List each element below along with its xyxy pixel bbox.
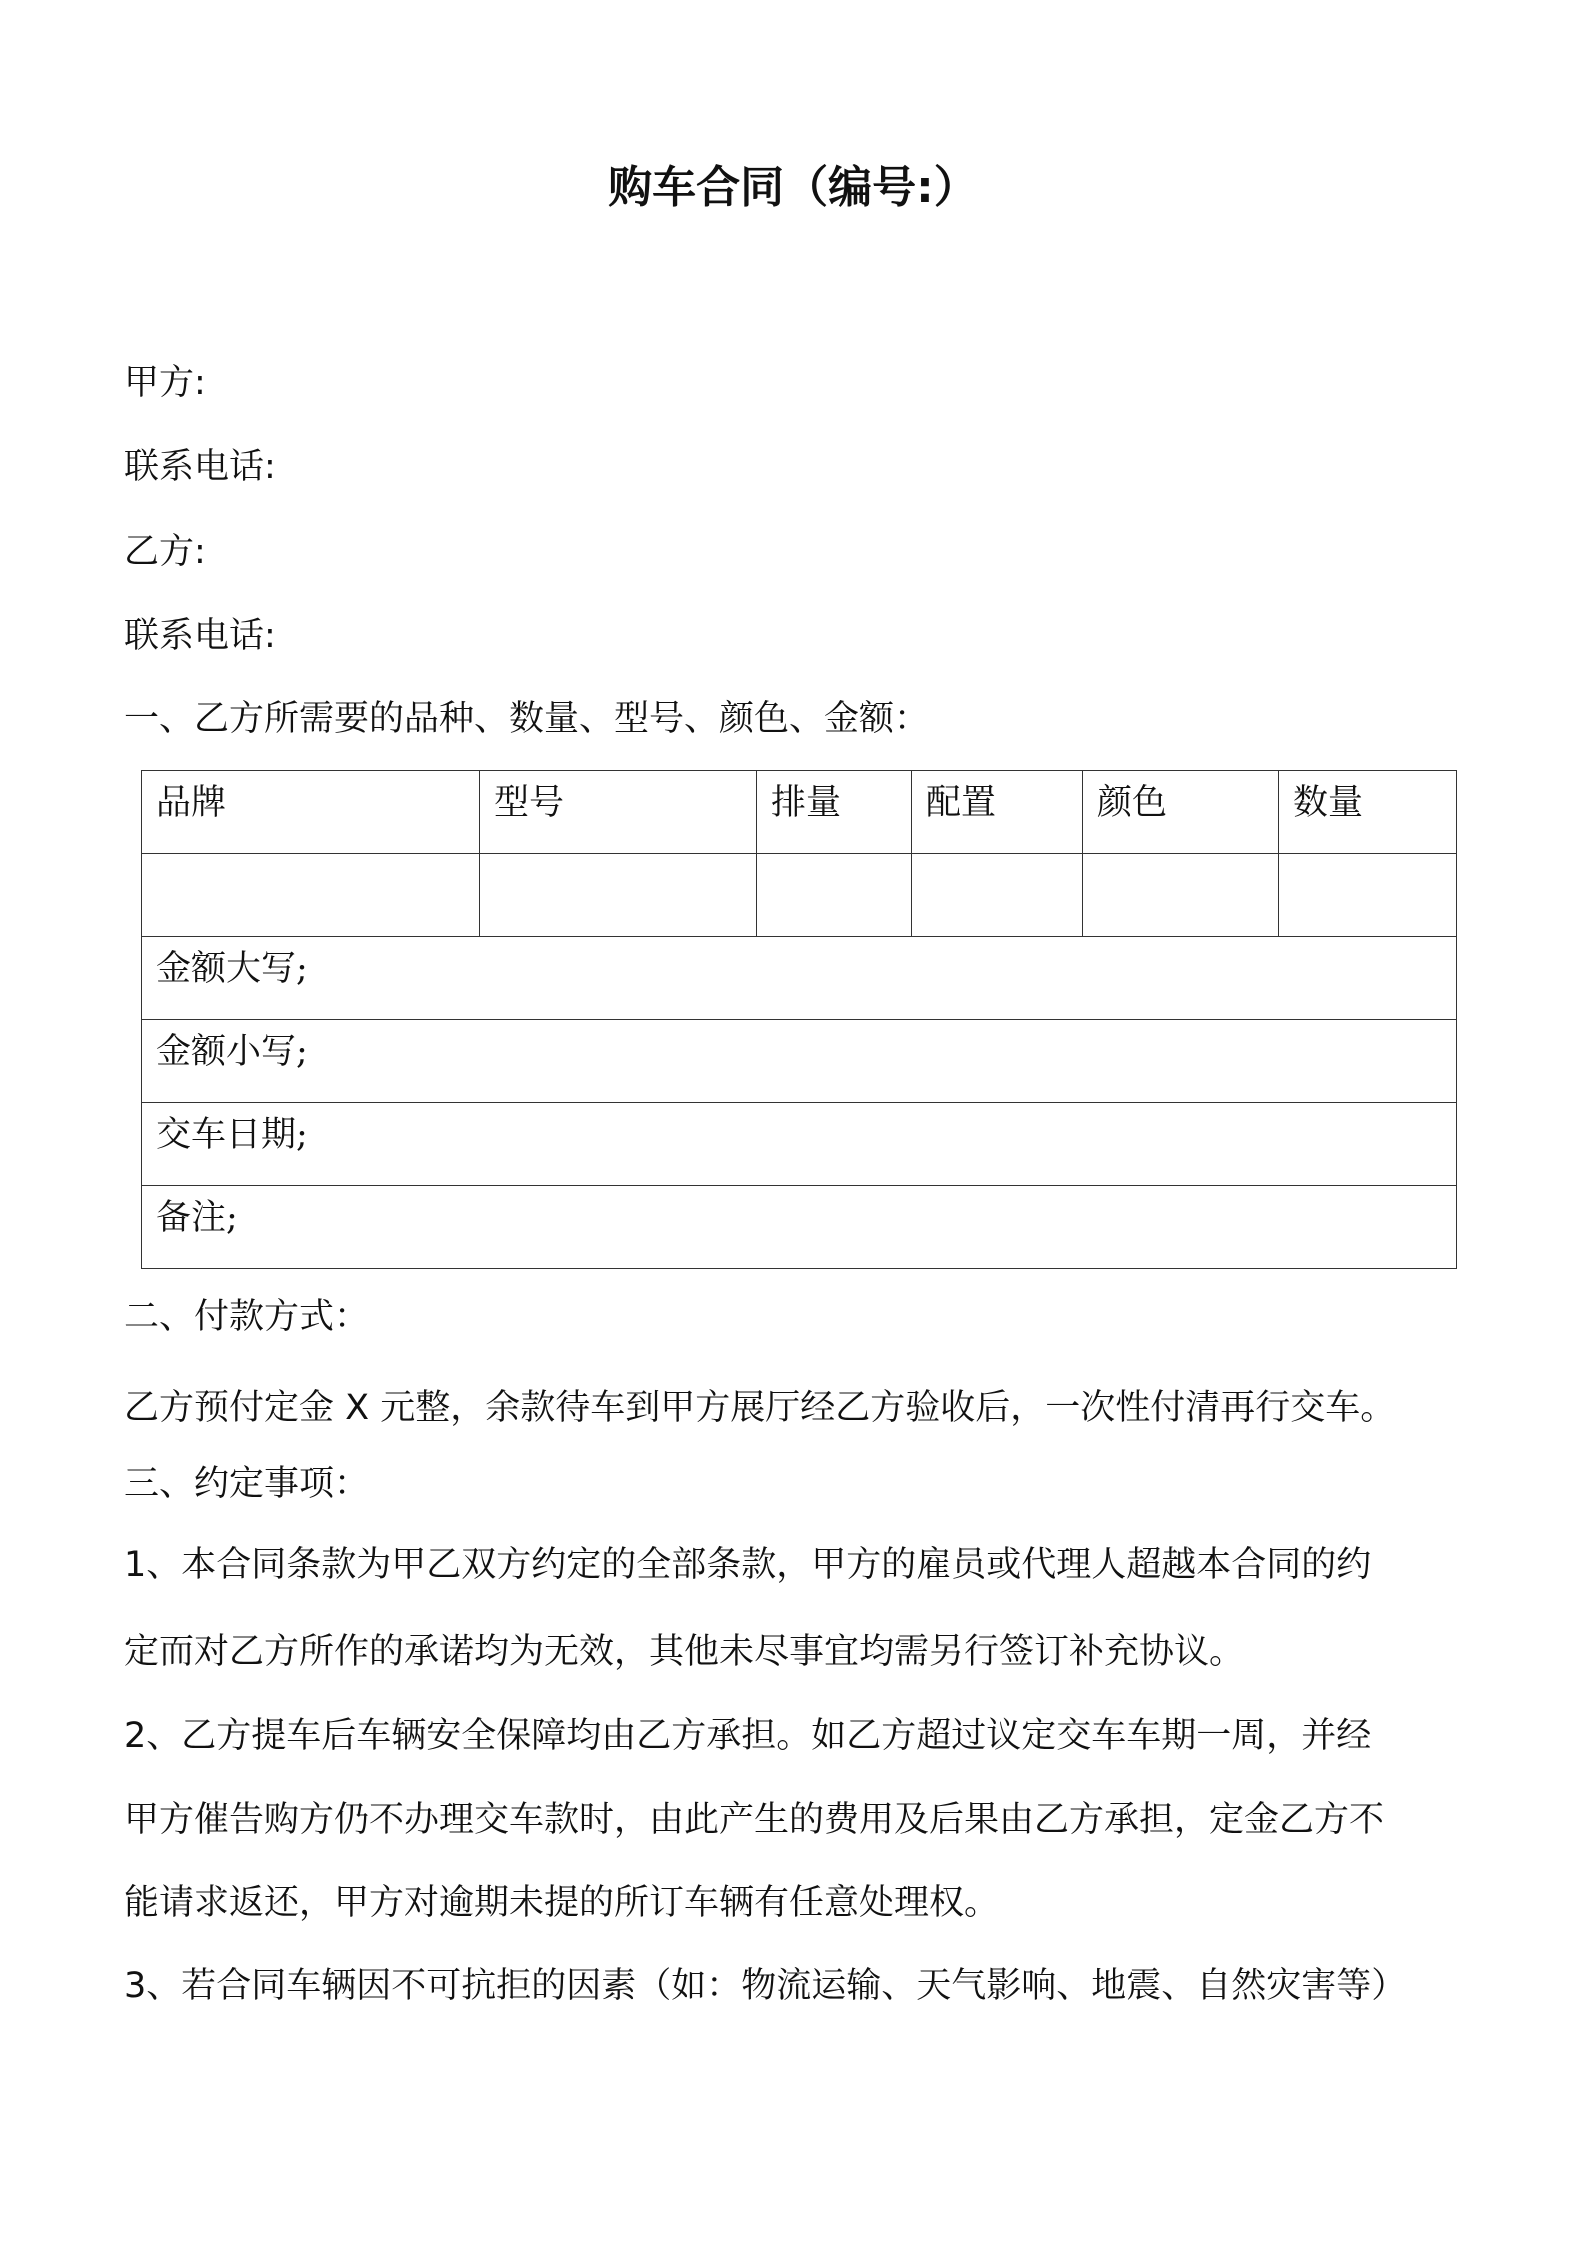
header-configuration: 配置 bbox=[912, 771, 1083, 854]
table-empty-row bbox=[142, 854, 1457, 937]
clause2-line3: 能请求返还，甲方对逾期未提的所订车辆有任意处理权。 bbox=[124, 1883, 1000, 1923]
section3-heading: 三、约定事项： bbox=[124, 1464, 370, 1504]
clause1-line1: 1、本合同条款为甲乙双方约定的全部条款，甲方的雇员或代理人超越本合同的约 bbox=[124, 1545, 1372, 1585]
header-model: 型号 bbox=[480, 771, 757, 854]
party-b-phone-label: 联系电话: bbox=[124, 616, 276, 656]
cell-configuration bbox=[912, 854, 1083, 937]
vehicle-details-table bbox=[141, 770, 1457, 1269]
table-row bbox=[142, 1020, 1457, 1103]
clause1-line2: 定而对乙方所作的承诺均为无效，其他未尽事宜均需另行签订补充协议。 bbox=[124, 1632, 1245, 1672]
delivery-date-cell: 交车日期; bbox=[142, 1103, 1457, 1186]
party-b-label: 乙方: bbox=[124, 532, 206, 572]
cell-displacement bbox=[757, 854, 912, 937]
header-color: 颜色 bbox=[1083, 771, 1279, 854]
cell-quantity bbox=[1279, 854, 1457, 937]
table-row bbox=[142, 1186, 1457, 1269]
clause2-line2: 甲方催告购方仍不办理交车款时，由此产生的费用及后果由乙方承担，定金乙方不 bbox=[124, 1800, 1385, 1840]
cell-color bbox=[1083, 854, 1279, 937]
clause2-line1: 2、乙方提车后车辆安全保障均由乙方承担。如乙方超过议定交车车期一周，并经 bbox=[124, 1716, 1372, 1756]
header-quantity: 数量 bbox=[1279, 771, 1457, 854]
remarks-cell: 备注; bbox=[142, 1186, 1457, 1269]
table-row bbox=[142, 1103, 1457, 1186]
table-header-row bbox=[142, 771, 1457, 854]
party-a-phone-label: 联系电话: bbox=[124, 447, 276, 487]
party-a-label: 甲方: bbox=[124, 363, 206, 403]
clause3-line1: 3、若合同车辆因不可抗拒的因素（如：物流运输、天气影响、地震、自然灾害等） bbox=[124, 1966, 1407, 2006]
section1-heading: 一、乙方所需要的品种、数量、型号、颜色、金额： bbox=[124, 699, 930, 739]
cell-model bbox=[480, 854, 757, 937]
table-row bbox=[142, 937, 1457, 1020]
cell-brand bbox=[142, 854, 480, 937]
payment-text: 乙方预付定金 X 元整，余款待车到甲方展厅经乙方验收后，一次性付清再行交车。 bbox=[124, 1388, 1396, 1428]
contract-title: 购车合同（编号:） bbox=[608, 162, 978, 213]
header-brand: 品牌 bbox=[142, 771, 480, 854]
header-displacement: 排量 bbox=[757, 771, 912, 854]
amount-upper-cell: 金额大写; bbox=[142, 937, 1457, 1020]
amount-lower-cell: 金额小写; bbox=[142, 1020, 1457, 1103]
section2-heading: 二、付款方式： bbox=[124, 1297, 370, 1337]
